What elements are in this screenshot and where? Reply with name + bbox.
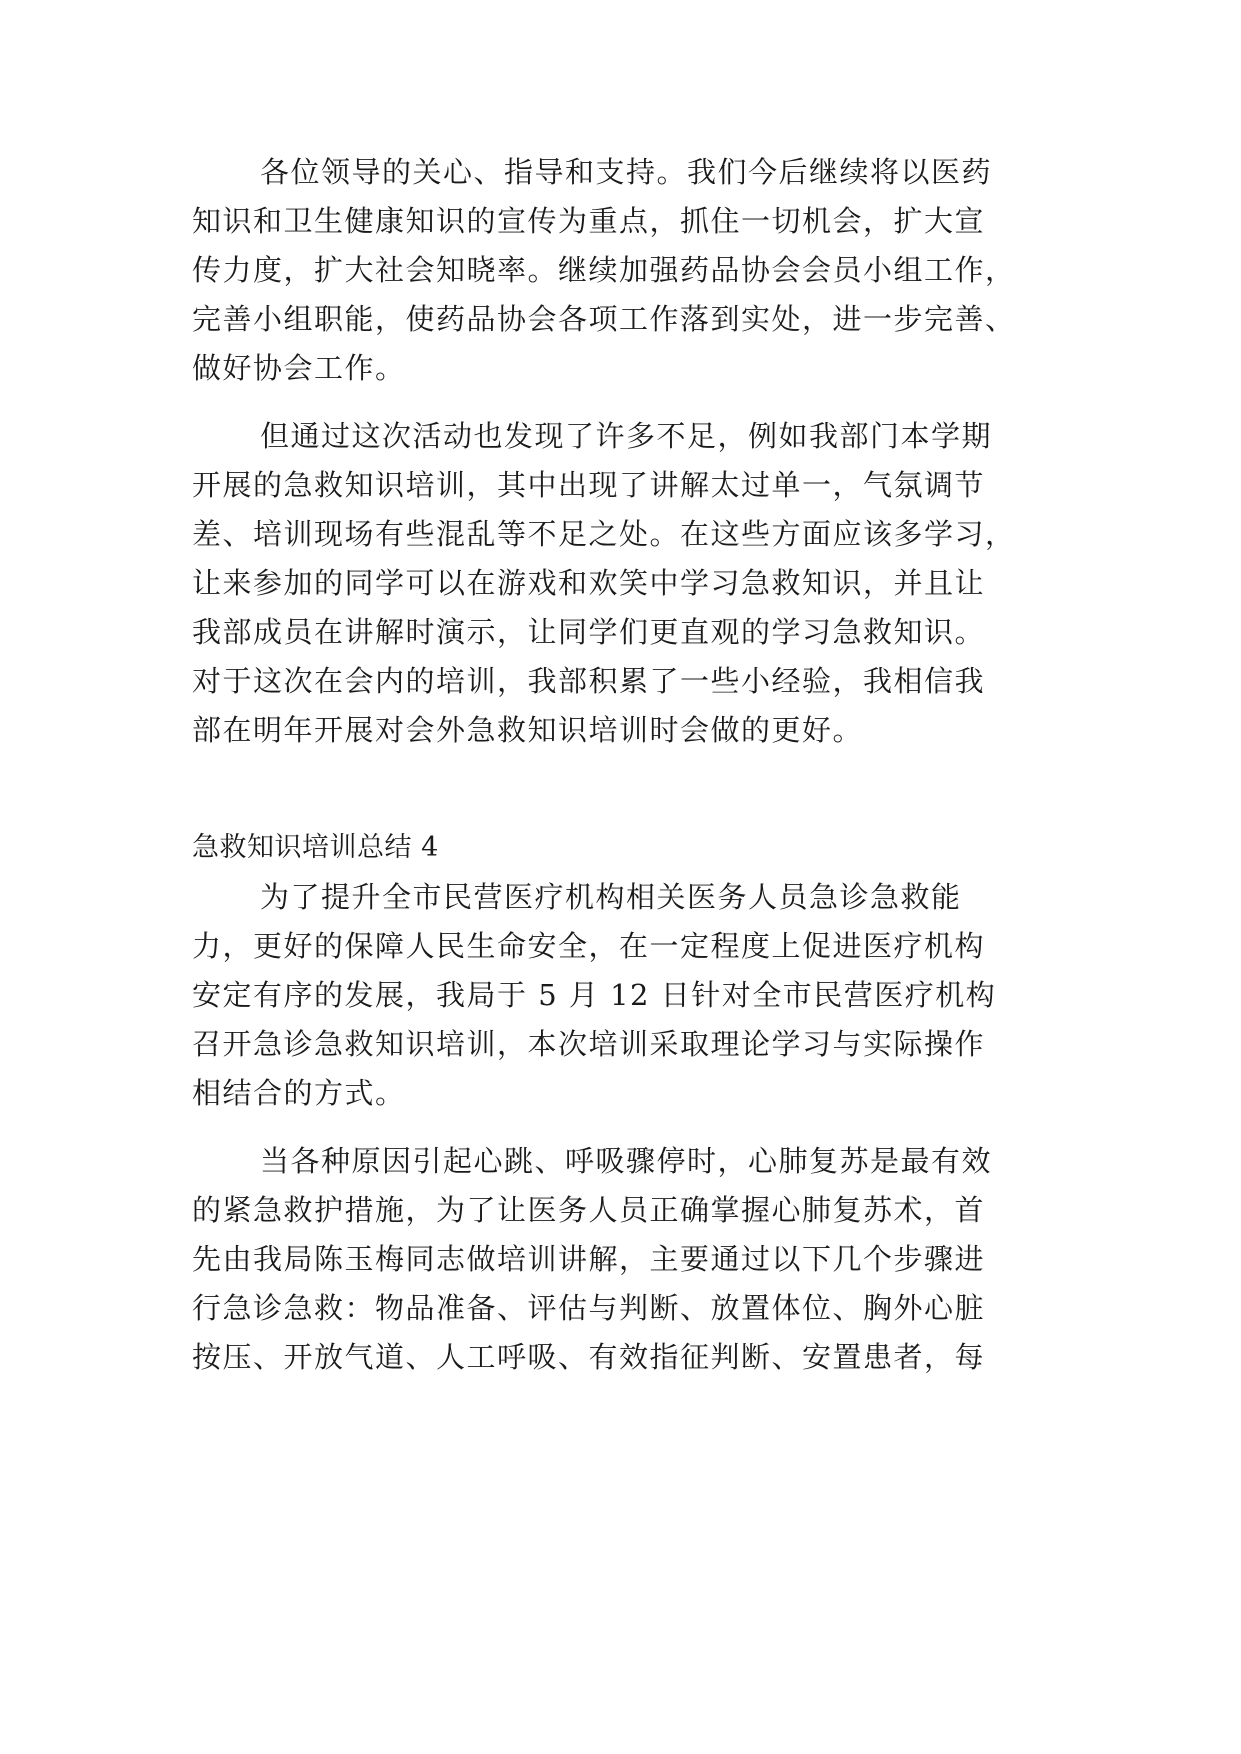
paragraph-4-line-4: 行急诊急救：物品准备、评估与判断、放置体位、胸外心脏 <box>192 1291 986 1325</box>
paragraph-3-line-3: 安定有序的发展，我局于 5 月 12 日针对全市民营医疗机构 <box>192 978 997 1012</box>
paragraph-4-line-3: 先由我局陈玉梅同志做培训讲解，主要通过以下几个步骤进 <box>192 1242 986 1276</box>
paragraph-1-line-1: 各位领导的关心、指导和支持。我们今后继续将以医药 <box>260 155 993 189</box>
paragraph-2-line-7: 部在明年开展对会外急救知识培训时会做的更好。 <box>192 713 864 747</box>
paragraph-3-line-4: 召开急诊急救知识培训，本次培训采取理论学习与实际操作 <box>192 1027 986 1061</box>
paragraph-2-line-2: 开展的急救知识培训，其中出现了讲解太过单一，气氛调节 <box>192 468 986 502</box>
paragraph-4-line-2: 的紧急救护措施，为了让医务人员正确掌握心肺复苏术，首 <box>192 1193 986 1227</box>
paragraph-1-line-2: 知识和卫生健康知识的宣传为重点，抓住一切机会，扩大宣 <box>192 204 986 238</box>
paragraph-4-line-5: 按压、开放气道、人工呼吸、有效指征判断、安置患者，每 <box>192 1340 986 1374</box>
section-heading: 急救知识培训总结 4 <box>192 832 439 863</box>
paragraph-3-line-5: 相结合的方式。 <box>192 1076 406 1110</box>
paragraph-3-line-2: 力，更好的保障人民生命安全，在一定程度上促进医疗机构 <box>192 929 986 963</box>
paragraph-2-line-3: 差、培训现场有些混乱等不足之处。在这些方面应该多学习， <box>192 517 1016 551</box>
paragraph-4-line-1: 当各种原因引起心跳、呼吸骤停时，心肺复苏是最有效 <box>260 1144 993 1178</box>
paragraph-1-line-4: 完善小组职能，使药品协会各项工作落到实处，进一步完善、 <box>192 302 1016 336</box>
paragraph-2-line-1: 但通过这次活动也发现了许多不足，例如我部门本学期 <box>260 419 993 453</box>
paragraph-2-line-4: 让来参加的同学可以在游戏和欢笑中学习急救知识，并且让 <box>192 566 986 600</box>
paragraph-2-line-6: 对于这次在会内的培训，我部积累了一些小经验，我相信我 <box>192 664 986 698</box>
paragraph-1-line-5: 做好协会工作。 <box>192 351 406 385</box>
paragraph-1-line-3: 传力度，扩大社会知晓率。继续加强药品协会会员小组工作， <box>192 253 1016 287</box>
paragraph-3-line-1: 为了提升全市民营医疗机构相关医务人员急诊急救能 <box>260 880 962 914</box>
paragraph-2-line-5: 我部成员在讲解时演示，让同学们更直观的学习急救知识。 <box>192 615 986 649</box>
